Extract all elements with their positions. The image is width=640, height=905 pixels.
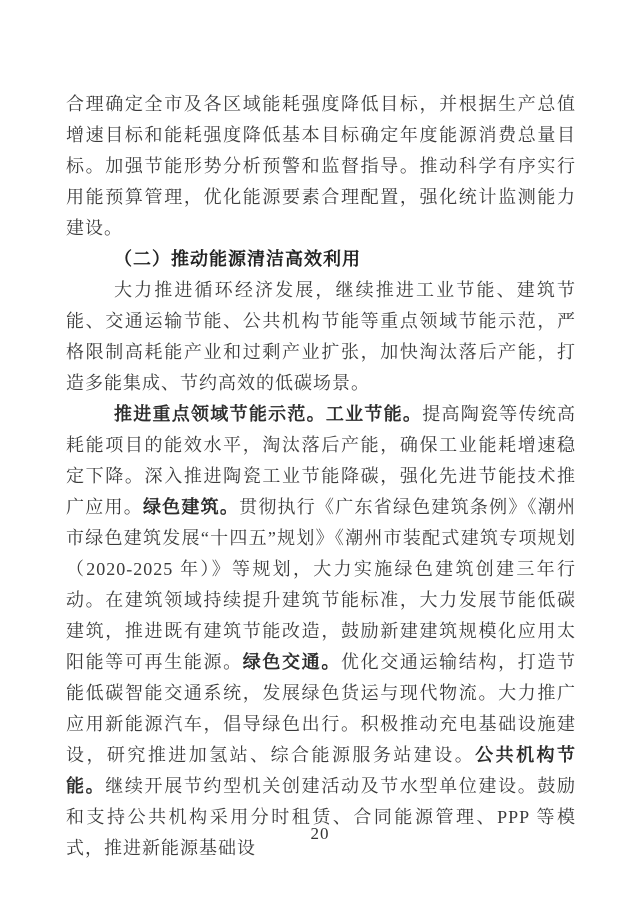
inline-subheading: 绿色建筑。 xyxy=(142,497,240,517)
section-heading xyxy=(66,244,576,275)
body-text: 提高陶瓷等传统高耗能项目的能效水平，淘汰落后产能，确保工业能耗增速稳定下降。深入推进陶瓷工业节能降碳，强化先进节能技术推广应用。 xyxy=(66,404,577,517)
paragraph xyxy=(66,275,576,399)
paragraph xyxy=(66,399,576,864)
body-text: 优化交通运输结构，打造节能低碳智能交通系统，发展绿色货运与现代物流。大力推广应用新能源汽车，倡导绿色出行。积极推动充电基础设施建设，研究推进加氢站、综合能源服务站建设。 xyxy=(66,652,577,765)
body-text: 合理确定全市及各区域能耗强度降低目标，并根据生产总值增速目标和能耗强度降低基本目标确定年度能源消费总量目标。加强节能形势分析预警和监督指导。推动科学有序实行用能预算管理，优化能源要素合理配置，强化统计监测能力建设。 xyxy=(66,94,576,238)
document-content xyxy=(66,89,576,864)
page-number: 20 xyxy=(310,824,330,843)
body-text: 贯彻执行《广东省绿色建筑条例》《潮州市绿色建筑发展“十四五”规划》《潮州市装配式建筑专项规划（2020-2025 年）》等规划，大力实施绿色建筑创建三年行动。在建筑领域持续提升建筑节能标准，大力发展节能低碳建筑，推进既有建筑节能改造，鼓励新建建筑规模化应用太阳能等可再生能源。 xyxy=(66,497,577,672)
section-heading-text: （二）推动能源清洁高效利用 xyxy=(114,249,361,269)
inline-subheading: 绿色交通。 xyxy=(242,652,341,672)
body-text: 继续开展节约型机关创建活动及节水型单位建设。鼓励和支持公共机构采用分时租赁、合同能源管理、PPP 等模式，推进新能源基础设 xyxy=(66,776,576,858)
inline-subheading: 公共机构节能。 xyxy=(66,745,577,796)
body-text: 大力推进循环经济发展，继续推进工业节能、建筑节能、交通运输节能、公共机构节能等重点领域节能示范，严格限制高耗能产业和过剩产业扩张，加快淘汰落后产能，打造多能集成、节约高效的低碳场景。 xyxy=(66,280,576,393)
inline-subheading: 推进重点领域节能示范。工业节能。 xyxy=(114,404,423,424)
paragraph-continuation xyxy=(66,89,576,244)
